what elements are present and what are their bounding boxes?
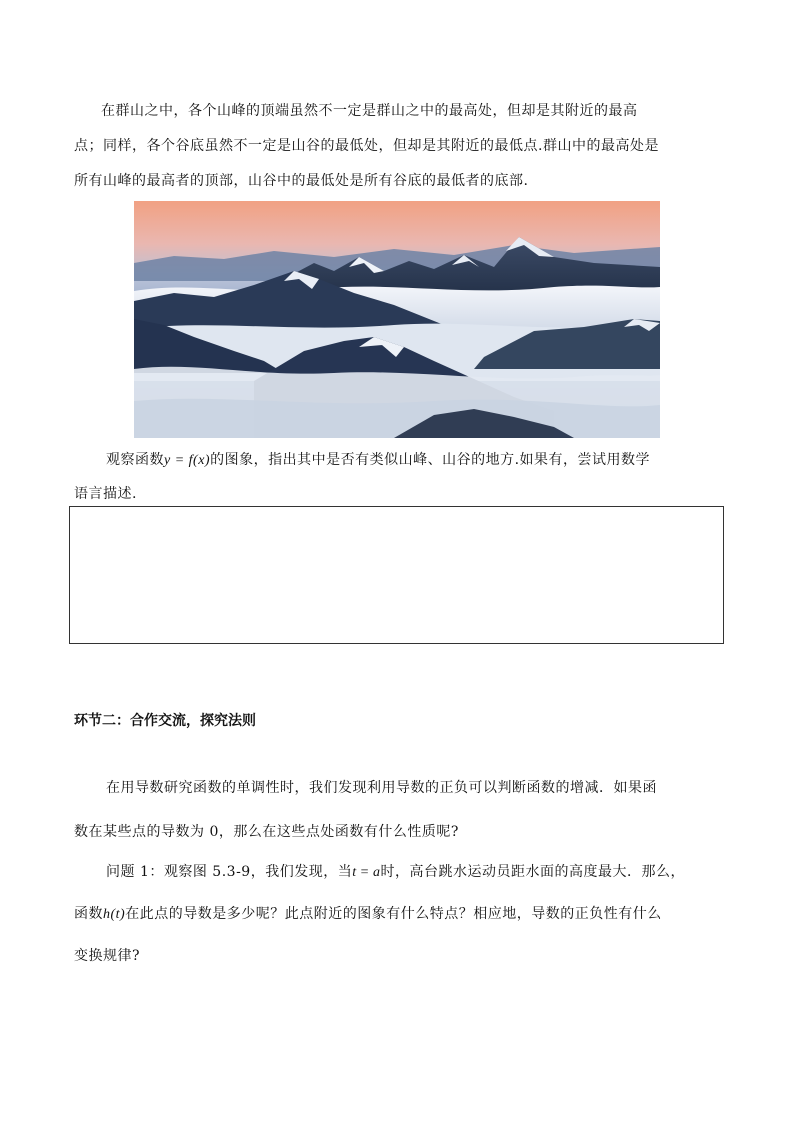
section2-p1-line-2: 数在某些点的导数为 0，那么在这些点处函数有什么性质呢?: [74, 824, 459, 840]
equals-sign: =: [356, 865, 374, 880]
question-1-suffix: 时，高台跳水运动员距水面的高度最大．那么，: [380, 864, 686, 880]
section-heading: 环节二：合作交流，探究法则: [74, 713, 256, 729]
question-1-line-2-prefix: 函数: [74, 906, 103, 922]
intro-line-3: 所有山峰的最高者的顶部，山谷中的最低处是所有谷底的最低者的底部.: [74, 173, 529, 189]
mountain-sea-of-clouds-photo: [134, 201, 660, 438]
question-1-prefix: 问题 1：观察图 5.3-9，我们发现，当: [106, 864, 353, 880]
intro-line-1: 在群山之中，各个山峰的顶端虽然不一定是群山之中的最高处，但却是其附近的最高: [101, 103, 638, 119]
var-t: t: [352, 865, 357, 880]
question-1-line-2: [74, 903, 662, 923]
section2-p1-line-1: 在用导数研究函数的单调性时，我们发现利用导数的正负可以判断函数的增减．如果函: [106, 780, 657, 796]
question-1-line-3: 变换规律?: [74, 948, 141, 964]
question-1-line-1: [106, 861, 685, 881]
question-1-line-2-suffix: 在此点的导数是多少呢？此点附近的图象有什么特点？相应地，导数的正负性有什么: [125, 906, 662, 922]
answer-box[interactable]: [69, 506, 724, 644]
observe-prefix: 观察函数: [106, 452, 164, 468]
intro-line-2: 点；同样，各个谷底虽然不一定是山谷的最低处，但却是其附近的最低点.群山中的最高处是: [74, 138, 659, 154]
observe-line-1: [106, 449, 650, 469]
function-h-of-t: h(t): [103, 907, 126, 922]
function-formula: y = f(x): [164, 453, 211, 468]
observe-line-2: 语言描述.: [74, 486, 137, 502]
var-a: a: [373, 865, 381, 880]
observe-suffix: 的图象，指出其中是否有类似山峰、山谷的地方.如果有，尝试用数学: [210, 452, 651, 468]
